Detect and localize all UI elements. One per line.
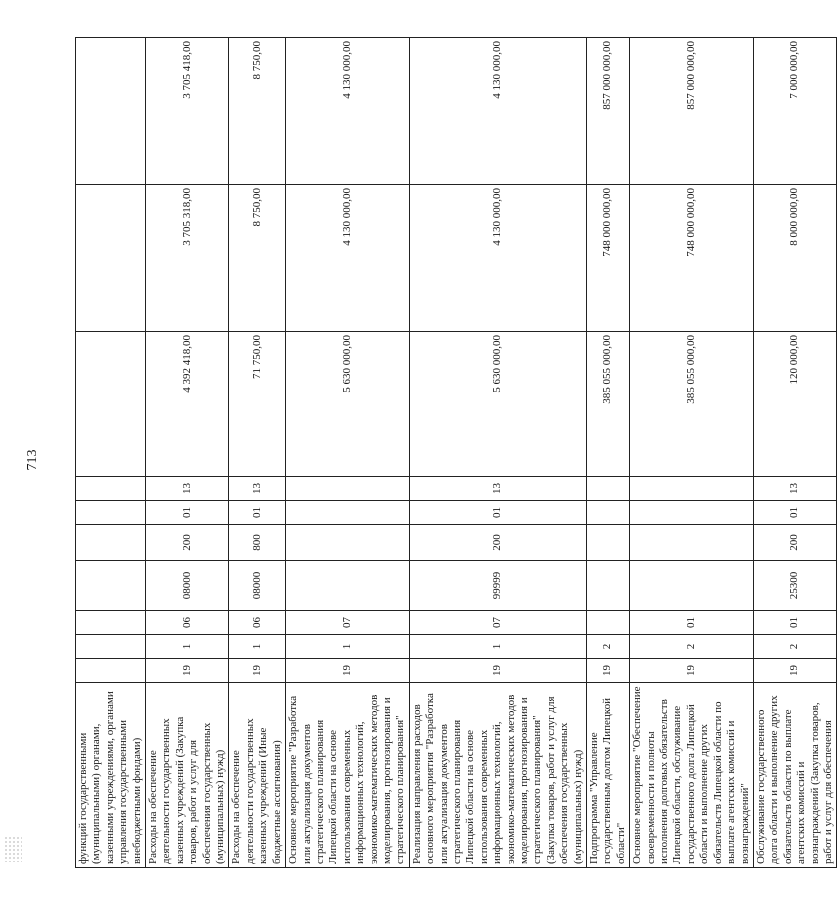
cell-v2: 748 000 000,00: [587, 185, 630, 332]
cell-v3: 3 705 418,00: [146, 38, 229, 185]
cell-c2: 2: [630, 635, 754, 659]
table-row: [630, 38, 754, 868]
cell-v1: 385 055 000,00: [630, 332, 754, 477]
cell-v1: 385 055 000,00: [587, 332, 630, 477]
cell-c6: [630, 501, 754, 525]
cell-v3: 4 130 000,00: [286, 38, 410, 185]
cell-c5: 200: [753, 525, 836, 561]
cell-c3: [76, 611, 146, 635]
cell-c5: [587, 525, 630, 561]
cell-name: Реализация направления расходов основного мероприятия "Разработка или актуализация документов стратегического планирования Липецкой области на основе использования современных информационных технологий, экономико-математических методов моделирования, прогнозирования и стратегического планирования" (Закупка товаров, работ и услуг для обеспечения государственных (муниципальных) нужд): [409, 683, 586, 868]
table-row: [229, 38, 286, 868]
cell-c6: 01: [409, 501, 586, 525]
cell-v3: 4 130 000,00: [409, 38, 586, 185]
cell-c2: 1: [146, 635, 229, 659]
cell-c4: 08000: [146, 561, 229, 611]
cell-c1: 19: [229, 659, 286, 683]
cell-name: Подпрограмма "Управление государственным долгом Липецкой области": [587, 683, 630, 868]
cell-v2: [76, 185, 146, 332]
cell-c1: 19: [146, 659, 229, 683]
cell-c6: [587, 501, 630, 525]
cell-c5: [76, 525, 146, 561]
cell-c2: 1: [229, 635, 286, 659]
cell-c4: [630, 561, 754, 611]
cell-v3: 8 750,00: [229, 38, 286, 185]
cell-c5: 200: [409, 525, 586, 561]
cell-v1: 5 630 000,00: [409, 332, 586, 477]
cell-c3: 01: [753, 611, 836, 635]
cell-c2: 1: [409, 635, 586, 659]
cell-c1: 19: [630, 659, 754, 683]
cell-v2: 8 000 000,00: [753, 185, 836, 332]
cell-c2: 2: [753, 635, 836, 659]
cell-v1: [76, 332, 146, 477]
cell-c6: 01: [753, 501, 836, 525]
cell-name: Основное мероприятие "Разработка или актуализация документов стратегического планирования Липецкой области на основе использования современных информационных технологий, экономико-математических методов моделирования, прогнозирования и стратегического планирования": [286, 683, 410, 868]
cell-c4: 99999: [409, 561, 586, 611]
cell-v2: 4 130 000,00: [409, 185, 586, 332]
cell-c3: 07: [286, 611, 410, 635]
cell-c4: 08000: [229, 561, 286, 611]
table-body: [76, 38, 837, 868]
cell-v2: 3 705 318,00: [146, 185, 229, 332]
cell-v3: [76, 38, 146, 185]
table-row: [587, 38, 630, 868]
cell-c2: [76, 635, 146, 659]
cell-c3: 07: [409, 611, 586, 635]
cell-c7: 13: [409, 477, 586, 501]
budget-table: [75, 37, 837, 868]
cell-c4: [76, 561, 146, 611]
cell-c5: [630, 525, 754, 561]
cell-c6: [286, 501, 410, 525]
cell-name: Расходы на обеспечение деятельности государственных казенных учреждений (Иные бюджетные ассигнования): [229, 683, 286, 868]
cell-v1: 5 630 000,00: [286, 332, 410, 477]
cell-c1: 19: [409, 659, 586, 683]
table-row: [76, 38, 146, 868]
cell-v3: 857 000 000,00: [587, 38, 630, 185]
cell-c7: [630, 477, 754, 501]
cell-v2: 4 130 000,00: [286, 185, 410, 332]
cell-c1: 19: [753, 659, 836, 683]
cell-c2: 2: [587, 635, 630, 659]
cell-c4: [286, 561, 410, 611]
cell-name: Основное мероприятие "Обеспечение своевременности и полноты исполнения долговых обязательств Липецкой области, обслуживание государственного долга Липецкой области и выполнение других обязательств Липецкой области по выплате агентских комиссий и вознаграждений": [630, 683, 754, 868]
cell-c4: 25300: [753, 561, 836, 611]
cell-c7: 13: [753, 477, 836, 501]
cell-v2: 8 750,00: [229, 185, 286, 332]
cell-c3: 06: [229, 611, 286, 635]
cell-v1: 71 750,00: [229, 332, 286, 477]
cell-c5: [286, 525, 410, 561]
cell-c3: [587, 611, 630, 635]
cell-c5: 800: [229, 525, 286, 561]
cell-c7: [76, 477, 146, 501]
cell-c7: [286, 477, 410, 501]
cell-c5: 200: [146, 525, 229, 561]
cell-name: Расходы на обеспечение деятельности государственных казенных учреждений (Закупка товаров, работ и услуг для обеспечения государственных (муниципальных) нужд): [146, 683, 229, 868]
cell-c7: [587, 477, 630, 501]
cell-name: функций государственными (муниципальными) органами, казенными учреждениями, органами управления государственными внебюджетными фондами): [76, 683, 146, 868]
cell-c6: [76, 501, 146, 525]
table-row: [753, 38, 836, 868]
cell-c7: 13: [146, 477, 229, 501]
table-row: [286, 38, 410, 868]
cell-c1: 19: [587, 659, 630, 683]
cell-c1: 19: [286, 659, 410, 683]
cell-v3: 857 000 000,00: [630, 38, 754, 185]
table-container: [75, 38, 834, 868]
table-row: [146, 38, 229, 868]
cell-c4: [587, 561, 630, 611]
cell-c6: 01: [229, 501, 286, 525]
cell-c3: 06: [146, 611, 229, 635]
cell-c7: 13: [229, 477, 286, 501]
cell-c3: 01: [630, 611, 754, 635]
cell-v1: 120 000,00: [753, 332, 836, 477]
page-number: 713: [25, 449, 40, 471]
cell-c6: 01: [146, 501, 229, 525]
cell-v3: 7 000 000,00: [753, 38, 836, 185]
cell-c2: 1: [286, 635, 410, 659]
cell-name: Обслуживание государственного долга области и выполнение других обязательств области по выплате агентских комиссий и вознаграждений (Закупка товаров, работ и услуг для обеспечения: [753, 683, 836, 868]
cell-c1: [76, 659, 146, 683]
cell-v2: 748 000 000,00: [630, 185, 754, 332]
table-row: [409, 38, 586, 868]
cell-v1: 4 392 418,00: [146, 332, 229, 477]
